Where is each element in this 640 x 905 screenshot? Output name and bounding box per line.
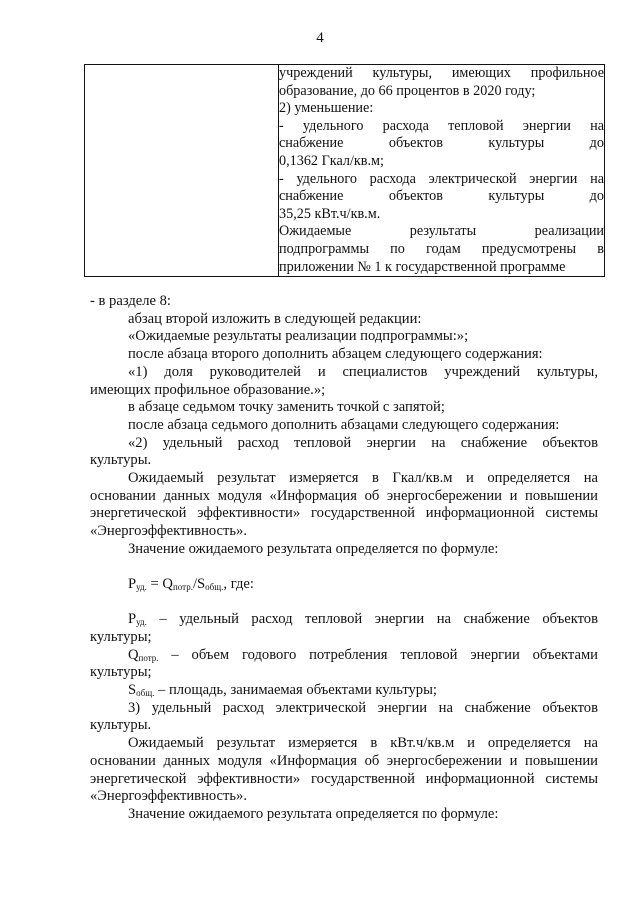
- def-p-sub: уд.: [136, 617, 147, 628]
- page-number: 4: [316, 30, 324, 46]
- definition-line: культуры;: [90, 664, 152, 681]
- table-line: - удельного расхода электрической энергии на: [279, 170, 604, 187]
- def-s-sub: общ.: [136, 688, 155, 699]
- document-body: [90, 293, 598, 824]
- table-line: снабжение объектов культуры до: [279, 188, 604, 205]
- table-line: Ожидаемые результаты реализации: [279, 223, 604, 240]
- body-line: «Ожидаемые результаты реализации подпрограммы:»;: [128, 328, 469, 345]
- table-cell-empty: [85, 65, 279, 277]
- body-line: в абзаце седьмом точку заменить точкой с запятой;: [128, 399, 445, 416]
- def-q-text: – объем годового потребления тепловой энергии объектами: [158, 646, 598, 663]
- formula-p-sub: уд.: [136, 581, 147, 592]
- body-line: «Энергоэффективность».: [90, 523, 247, 540]
- table-line: подпрограммы по годам предусмотрены в: [279, 240, 604, 257]
- def-q-sub: потр.: [138, 652, 159, 663]
- formula-eq: = Q: [146, 575, 173, 592]
- definition-line: культуры;: [90, 628, 152, 645]
- formula-div: /S: [192, 575, 206, 592]
- body-line: основании данных модуля «Информация об энергосбережении и повышении: [90, 487, 598, 504]
- definition-line: [90, 611, 598, 629]
- def-p-symbol: P: [128, 611, 137, 628]
- table-line: 2) уменьшение:: [279, 100, 374, 117]
- formula-p: P: [128, 575, 137, 592]
- body-line: абзац второй изложить в следующей редакции:: [128, 310, 422, 327]
- def-q-symbol: Q: [128, 646, 139, 663]
- definition-line: [90, 682, 598, 700]
- table-line: 0,1362 Гкал/кв.м;: [279, 152, 384, 169]
- table-line: образование, до 66 процентов в 2020 году;: [279, 82, 536, 99]
- table-row: [85, 65, 605, 277]
- body-line: Ожидаемый результат измеряется в кВт.ч/кв.м и определяется на: [128, 735, 598, 752]
- def-s-symbol: S: [128, 682, 137, 699]
- definition-line: [90, 647, 598, 665]
- table-line: - удельного расхода тепловой энергии на: [279, 117, 604, 134]
- continuation-table: [84, 64, 605, 277]
- formula-line: [90, 576, 598, 594]
- spacer: [90, 593, 598, 611]
- formula-tail: , где:: [223, 575, 254, 592]
- table-line: приложении № 1 к государственной программе: [279, 258, 566, 275]
- table-cell-text: [279, 65, 605, 277]
- table-line: учреждений культуры, имеющих профильное: [279, 65, 604, 81]
- body-line: после абзаца второго дополнить абзацем следующего содержания:: [128, 346, 543, 363]
- body-line: Значение ожидаемого результата определяется по формуле:: [128, 540, 499, 557]
- body-line: имеющих профильное образование.»;: [90, 381, 326, 398]
- body-line: «2) удельный расход тепловой энергии на снабжение объектов: [128, 434, 598, 451]
- body-line: «1) доля руководителей и специалистов учреждений культуры,: [128, 363, 598, 380]
- def-s-text: – площадь, занимаемая объектами культуры;: [154, 682, 437, 699]
- formula-s-sub: общ.: [205, 581, 224, 592]
- def-p-text: – удельный расход тепловой энергии на снабжение объектов: [146, 611, 598, 628]
- body-line: 3) удельный расход электрической энергии на снабжение объектов: [128, 699, 598, 716]
- body-line: основании данных модуля «Информация об энергосбережении и повышении: [90, 752, 598, 769]
- body-line: энергетической эффективности» государственной информационной системы: [90, 770, 598, 787]
- body-line: Значение ожидаемого результата определяется по формуле:: [128, 805, 499, 822]
- spacer: [90, 559, 598, 576]
- table-line: снабжение объектов культуры до: [279, 135, 604, 152]
- body-line: культуры.: [90, 452, 152, 469]
- body-line: Ожидаемый результат измеряется в Гкал/кв.м и определяется на: [128, 470, 598, 487]
- body-line: - в разделе 8:: [90, 293, 171, 309]
- formula-q-sub: потр.: [172, 581, 193, 592]
- body-line: после абзаца седьмого дополнить абзацами следующего содержания:: [128, 416, 560, 433]
- body-line: энергетической эффективности» государственной информационной системы: [90, 505, 598, 522]
- body-line: культуры.: [90, 717, 152, 734]
- body-line: «Энергоэффективность».: [90, 788, 247, 805]
- table-line: 35,25 кВт.ч/кв.м.: [279, 205, 381, 222]
